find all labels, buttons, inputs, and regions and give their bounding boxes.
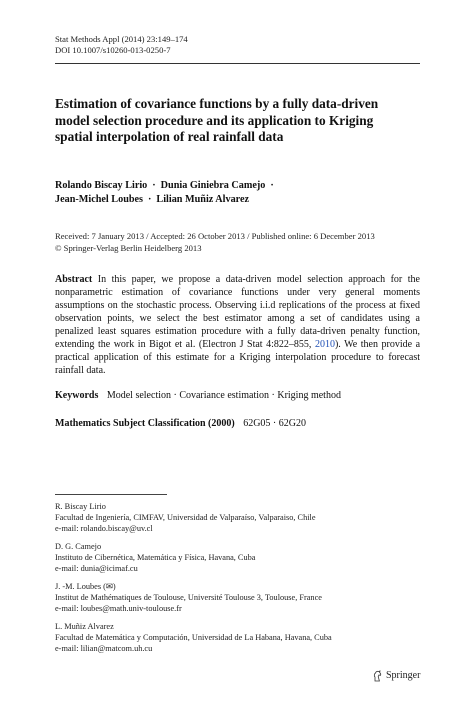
affiliation-institution: Institut de Mathématiques de Toulouse, Université Toulouse 3, Toulouse, France xyxy=(55,593,322,603)
author-separator: · xyxy=(148,194,152,205)
msc-label: Mathematics Subject Classification (2000) xyxy=(55,418,235,429)
author-name: Lilian Muñiz Alvarez xyxy=(156,194,250,205)
abstract-text: In this paper, we propose a data-driven model selection approach for the nonparametric estimation of covariance functions under very general moments assumptions on the stochastic process. Observing i.i.d replications of the process at fixed observation points, we select the best estimator among a set of candidates using a penalized least squares estimation procedure with a fully data-driven penalty function, extending the work in Bigot et al. (Electron J Stat 4:822–855, xyxy=(55,274,421,350)
affiliation-email: e-mail: loubes@math.univ-toulouse.fr xyxy=(55,604,182,614)
author-separator: · xyxy=(152,180,156,191)
paper-title: Estimation of covariance functions by a fully data-driven model selection procedure and its application to Kriging spatial interpolation of real rainfall data xyxy=(55,96,379,144)
journal-citation: Stat Methods Appl (2014) 23:149–174 xyxy=(55,34,188,44)
abstract-text-end: ). We then provide a practical application of this estimate for a Kriging interpolation procedure to forecast rainfall data. xyxy=(55,339,421,376)
author-list xyxy=(55,179,420,207)
header-rule xyxy=(55,63,420,64)
keywords-text: Model selection · Covariance estimation · Kriging method xyxy=(106,390,341,401)
affiliation-block xyxy=(55,501,420,535)
affiliation-email: e-mail: dunia@icimaf.cu xyxy=(55,564,138,574)
abstract xyxy=(55,273,420,377)
journal-header xyxy=(55,34,188,56)
dates-line: Received: 7 January 2013 / Accepted: 26 October 2013 / Published online: 6 December 2013 xyxy=(55,231,375,241)
publisher-name: Springer xyxy=(386,670,421,681)
author-name: Dunia Giniebra Camejo xyxy=(160,180,266,191)
springer-horse-icon xyxy=(372,670,383,682)
affiliation-email: e-mail: rolando.biscay@uv.cl xyxy=(55,524,153,534)
publication-dates xyxy=(55,231,420,254)
author-separator: · xyxy=(270,180,274,191)
affiliation-name: D. G. Camejo xyxy=(55,542,102,551)
footnote-rule xyxy=(55,494,167,495)
affiliation-email: e-mail: lilian@matcom.uh.cu xyxy=(55,644,153,654)
affiliation-name: L. Muñiz Alvarez xyxy=(55,622,114,631)
affiliation-institution: Facultad de Ingeniería, CIMFAV, Universidad de Valparaíso, Valparaiso, Chile xyxy=(55,513,316,523)
msc-text: 62G05 · 62G20 xyxy=(243,418,306,429)
affiliation-name: J. -M. Loubes (✉) xyxy=(55,582,116,591)
affiliation-institution: Facultad de Matemática y Computación, Universidad de La Habana, Havana, Cuba xyxy=(55,633,332,643)
keywords xyxy=(55,389,420,402)
msc-classification xyxy=(55,417,420,430)
journal-doi: DOI 10.1007/s10260-013-0250-7 xyxy=(55,45,171,55)
publisher-mark xyxy=(372,670,420,682)
keywords-label: Keywords xyxy=(55,390,99,401)
author-name: Jean-Michel Loubes xyxy=(55,194,144,205)
copyright-line: © Springer-Verlag Berlin Heidelberg 2013 xyxy=(55,242,202,253)
abstract-label: Abstract xyxy=(55,274,93,285)
affiliation-block xyxy=(55,581,420,615)
affiliation-block xyxy=(55,541,420,575)
affiliation-name: R. Biscay Lirio xyxy=(55,502,106,511)
citation-link[interactable]: 2010 xyxy=(314,339,335,350)
affiliation-block xyxy=(55,621,420,655)
affiliation-institution: Instituto de Cibernética, Matemática y Física, Havana, Cuba xyxy=(55,553,256,563)
author-name: Rolando Biscay Lirio xyxy=(55,180,148,191)
